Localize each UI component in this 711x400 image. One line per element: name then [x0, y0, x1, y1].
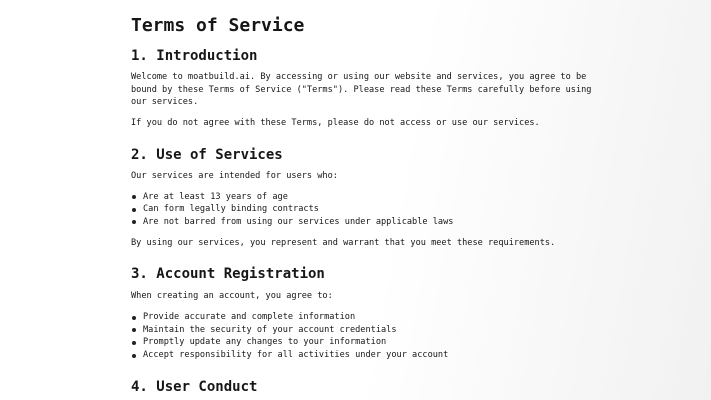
section-paragraph: If you do not agree with these Terms, please do not access or use our services.: [131, 118, 540, 129]
page-title: Terms of Service: [131, 15, 305, 36]
section-heading: 1. Introduction: [131, 48, 258, 64]
section-introduction: [131, 47, 601, 130]
section-intro: When creating an account, you agree to:: [131, 291, 333, 302]
list-item: Can form legally binding contracts: [131, 203, 601, 216]
section-intro: Our services are intended for users who:: [131, 170, 338, 181]
section-heading: 3. Account Registration: [131, 266, 325, 283]
list-item: Are at least 13 years of age: [131, 191, 601, 204]
list-item: Accept responsibility for all activities under your account: [131, 349, 601, 362]
list-item: Provide accurate and complete information: [131, 311, 601, 324]
section-user-conduct: [131, 378, 601, 396]
requirements-list: [131, 191, 601, 229]
section-paragraph: Welcome to moatbuild.ai. By accessing or using our website and services, you agree to be bound by these Terms of Service ("Terms"). Please read these Terms carefully before using our services.: [131, 72, 592, 108]
section-heading: 4. User Conduct: [131, 378, 258, 395]
section-account-registration: [131, 265, 601, 362]
section-outro: By using our services, you represent and warrant that you meet these requirements.: [131, 237, 556, 248]
list-item: Promptly update any changes to your information: [131, 336, 601, 349]
list-item: Maintain the security of your account credentials: [131, 324, 601, 337]
terms-document: [131, 14, 601, 396]
section-heading: 2. Use of Services: [131, 146, 283, 163]
obligations-list: [131, 311, 601, 362]
section-use-of-services: [131, 146, 601, 250]
list-item: Are not barred from using our services under applicable laws: [131, 216, 601, 229]
